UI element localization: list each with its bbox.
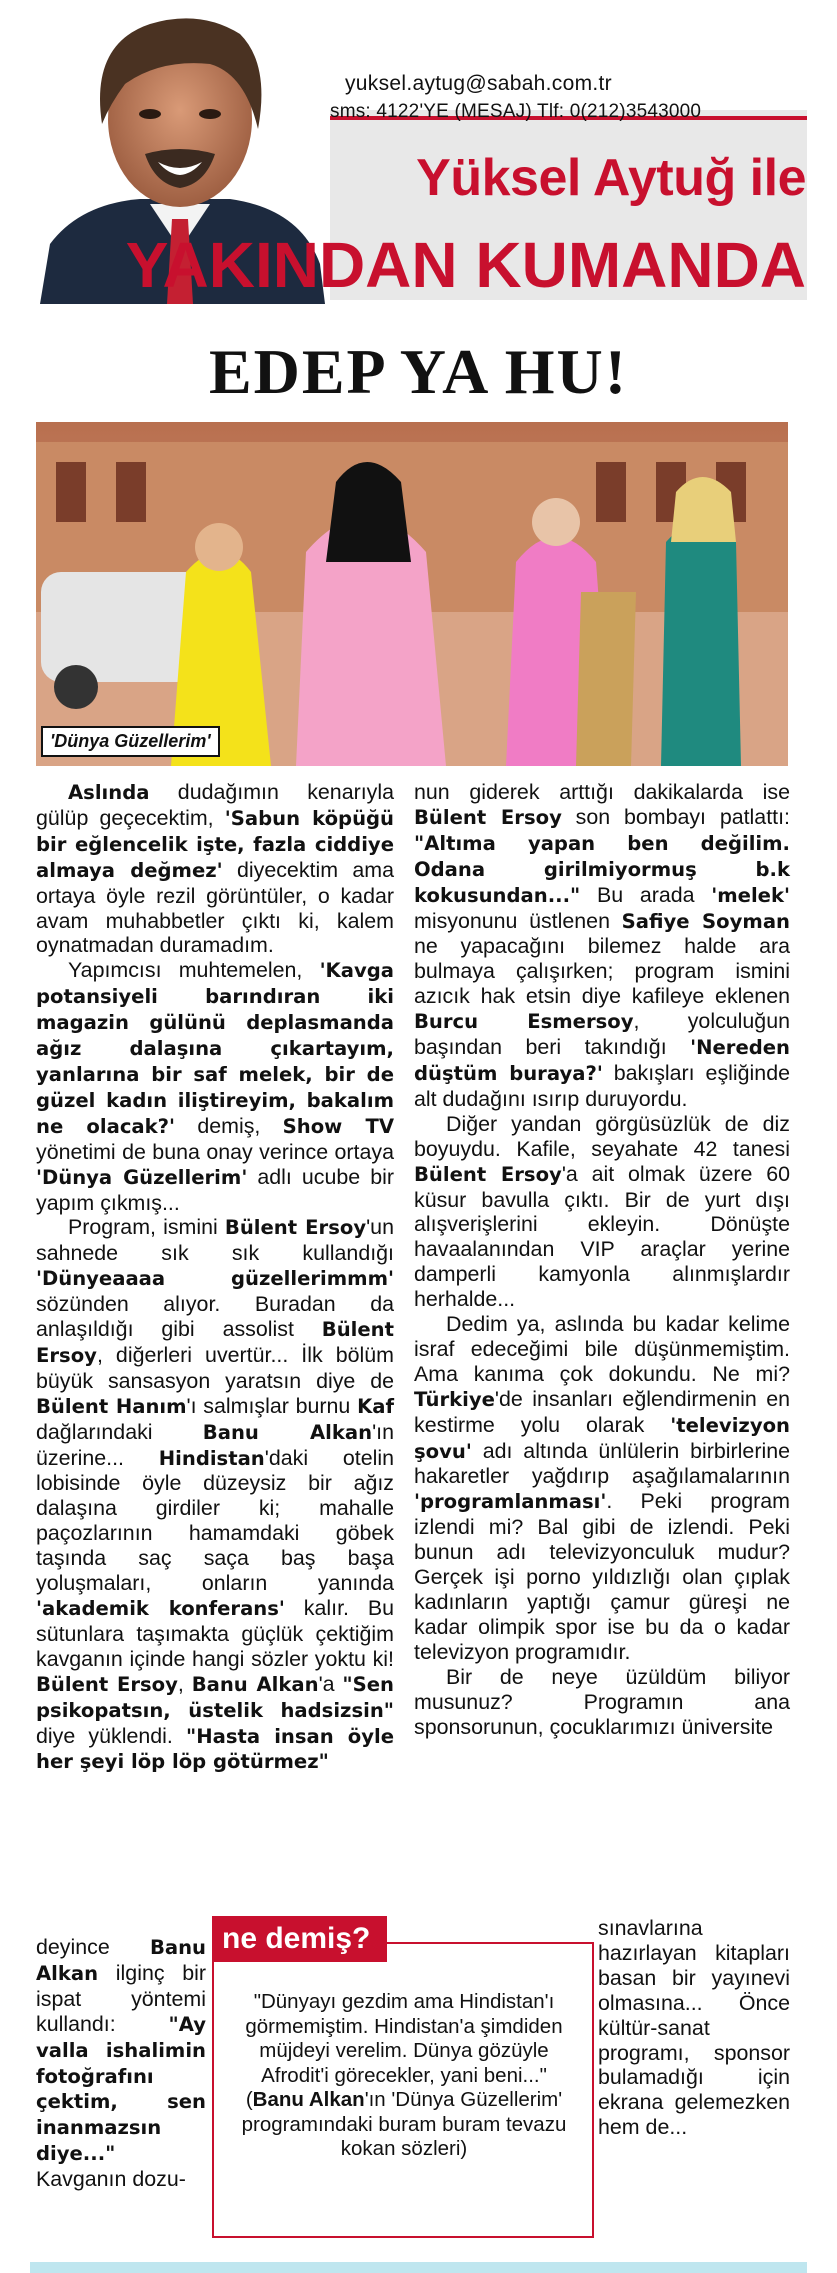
text-run: 'de insanları eğlendirmenin en kestirme yolu olarak <box>414 1386 790 1437</box>
text-run: Program, ismini <box>68 1215 225 1240</box>
column-right-narrow <box>598 1916 790 2140</box>
bold-text: "Altıma yapan ben değilim. Odana girilmiyormuş b.k kokusundan..." <box>414 831 790 907</box>
paragraph <box>36 958 394 1215</box>
text-run: nun giderek arttığı dakikalarda ise <box>414 780 790 804</box>
text-run: diye yüklendi. <box>36 1723 187 1748</box>
text-run: son bombayı patlattı: <box>561 804 790 829</box>
bold-text: 'akademik konferans' <box>36 1597 285 1620</box>
bold-text: 'melek' <box>711 883 790 907</box>
bold-text: 'Dünya Güzellerim' <box>36 1165 248 1189</box>
contact-line: sms: 4122'YE (MESAJ) Tlf: 0(212)3543000 <box>330 101 702 122</box>
quote-source: 'ın 'Dünya Güzellerim' programındaki buram buram tevazu kokan sözleri) <box>241 2088 567 2160</box>
bold-text: 'televizyon şovu' <box>414 1413 790 1463</box>
text-run: , diğerleri uvertür... İlk bölüm büyük sansasyon yaratsın diye de <box>36 1342 394 1393</box>
bold-text: 'programlanması' <box>414 1490 607 1514</box>
photo-caption: 'Dünya Güzellerim' <box>41 726 220 757</box>
text-run: misyonunu üstlenen <box>414 908 622 933</box>
text-run: Diğer yandan görgüsüzlük de diz boyuydu. Kafile, seyahate 42 tanesi <box>414 1111 790 1161</box>
text-run: deyince <box>36 1935 150 1959</box>
column-left <box>36 780 394 1775</box>
column-right <box>414 780 790 1739</box>
text-run: 'daki otelin lobisinde öyle düzeysiz bir ağız dalaşına girdiler ki; mahalle paçozlarının hamamdaki göbek taşında saç saça baş başa yoluşmaları, onların yanında <box>36 1445 394 1596</box>
text-run: 'a <box>318 1671 343 1696</box>
text-run: demiş, <box>175 1113 283 1138</box>
text-run: adı altında ünlülerin birbirlerine hakaretler yağdırıp aşağılamalarının <box>414 1438 790 1489</box>
bold-text: 'Nereden düştüm buraya?' <box>414 1036 790 1085</box>
text-run: kalır. Bu sütunlara taşımakta güçlük çektiğim kavganın içinde hangi sözler yoktu ki! <box>36 1596 394 1671</box>
bold-text: 'Dünyeaaaa güzellerimmm' <box>36 1267 394 1291</box>
paragraph <box>414 1665 790 1740</box>
paragraph <box>36 1215 394 1775</box>
paragraph <box>414 780 790 1112</box>
paragraph <box>414 1312 790 1665</box>
bold-text: Bülent Ersoy <box>36 1318 394 1367</box>
bold-text: Bülent Ersoy <box>36 1672 178 1696</box>
bold-text: "Sen psikopatsın, üstelik hadsizsin" <box>36 1672 394 1722</box>
bold-text: Banu Alkan <box>202 1420 373 1444</box>
bold-text: 'Kavga potansiyeli barındıran iki magazin gülünü deplasmanda ağız dalaşına çıkartayım, yanlarına bir saf melek, bir de güzel kadın iliştireyim, bakalım ne olacak?' <box>36 959 394 1138</box>
quote-text: "Dünyayı gezdim ama Hindistan'ı görmemiştim. Hindistan'a şimdiden müjdeyi verelim. Dünya gözüyle Afrodit'i görecekler, yani beni..." ( <box>245 1990 563 2111</box>
text-run: . Peki program izlendi mi? Bal gibi de izlendi. Peki bunun adı televizyonculuk mudur? Gerçek işi porno yıldızlığı olan çıplak kadınların yaptığı çamur güreşi ne kadar olimpik spor ise bu da o kadar televizyon programıdır. <box>414 1489 790 1664</box>
headline: EDEP YA HU! <box>208 336 629 407</box>
quote-box-text <box>232 1990 576 2162</box>
bold-text: "Ay valla ishalimin fotoğrafını çektim, sen inanmazsın diye..." <box>36 2012 206 2166</box>
bottom-bar <box>30 2262 807 2273</box>
text-run: sözünden alıyor. Buradan da anlaşıldığı gibi assolist <box>36 1292 394 1342</box>
bold-text: Aslında <box>68 781 150 804</box>
bold-text: Banu Alkan <box>36 1936 206 1985</box>
text-run: dağlarındaki <box>36 1419 203 1444</box>
text-run: dudağımın kenarıyla gülüp geçecektim, <box>36 780 394 830</box>
column-name: Yüksel Aytuğ ile <box>416 149 806 207</box>
column-left-narrow <box>36 1935 206 2192</box>
text-run: , yolculuğun başından beri takındığı <box>414 1009 790 1060</box>
text-run: ilginç bir ispat yöntemi kullandı: <box>36 1960 206 2036</box>
paragraph <box>414 1112 790 1312</box>
paragraph <box>36 1935 206 2192</box>
bold-text: Bülent Ersoy <box>414 1162 562 1186</box>
text-run: yönetimi de buna onay verince ortaya <box>36 1139 394 1164</box>
text-run: ne yapacağını bilemez halde ara bulmaya çalışırken; program ismini azıcık hak etsin diye kafileye eklenen <box>414 934 790 1009</box>
text-run: adlı ucube bir yapım çıkmış... <box>36 1164 395 1215</box>
bold-text: Kaf <box>357 1394 394 1418</box>
bold-text: Banu Alkan <box>191 1672 319 1696</box>
column-title: YAKINDAN KUMANDA <box>125 229 806 301</box>
bold-text: Show TV <box>282 1114 394 1138</box>
text-run: 'un sahnede sık sık kullandığı <box>36 1215 394 1266</box>
main-photo <box>36 422 788 766</box>
bold-text: Hindistan <box>158 1446 265 1470</box>
text-run: 'ı salmışlar burnu <box>186 1393 358 1418</box>
bold-text: Türkiye <box>414 1387 495 1411</box>
quote-speaker: Banu Alkan <box>252 2088 365 2111</box>
bold-text: Bülent Ersoy <box>414 805 562 829</box>
text-run: Dedim ya, aslında bu kadar kelime israf edeceğimi bile düşünmemiştim. Ama kanıma çok dokundu. Ne mi? <box>414 1312 790 1386</box>
text-run: diyecektim ama ortaya öyle rezil görüntüler, o kadar avam muhabbetler çıktı ki, kalem oynatmadan duramadım. <box>36 857 394 958</box>
bold-text: Bülent Ersoy <box>224 1216 367 1240</box>
bold-text: "Hasta insan öyle her şeyi löp löp götürmez" <box>36 1724 394 1774</box>
text-run: Kavganın dozu- <box>36 2167 186 2192</box>
columnist-email[interactable]: yuksel.aytug@sabah.com.tr <box>345 72 612 95</box>
bold-text: Burcu Esmersoy <box>414 1010 634 1034</box>
text-run: sınavlarına hazırlayan kitapları basan bir yayınevi olmasına... Önce kültür-sanat programı, sponsor bulamadığı için ekrana gelemezken hem de... <box>598 1916 790 2140</box>
text-run: bakışları eşliğinde alt dudağını ısırıp duruyordu. <box>414 1060 790 1111</box>
text-run: Yapımcısı muhtemelen, <box>68 958 320 983</box>
bold-text: Safiye Soyman <box>621 909 790 933</box>
text-run: Bir de neye üzüldüm biliyor musunuz? Programın ana sponsorunun, çocuklarımızı üniversite <box>414 1664 790 1739</box>
text-run: 'ın üzerine... <box>36 1419 394 1470</box>
paragraph <box>36 780 394 958</box>
bold-text: Bülent Hanım <box>36 1394 187 1418</box>
text-run: 'a ait olmak üzere 60 küsur bavulla çıktı. Bir de yurt dışı alışverişlerini ekleyin. Dönüşte havaalanından VIP araçlar yerine damperli kamyonla alınmışlardır herhalde... <box>414 1161 790 1312</box>
quote-box-title: ne demiş? <box>212 1916 387 1962</box>
paragraph <box>598 1916 790 2140</box>
text-run: , <box>177 1671 192 1696</box>
bold-text: 'Sabun köpüğü bir eğlencelik işte, fazla ciddiye almaya değmez' <box>36 806 394 882</box>
text-run: Bu arada <box>580 882 712 907</box>
